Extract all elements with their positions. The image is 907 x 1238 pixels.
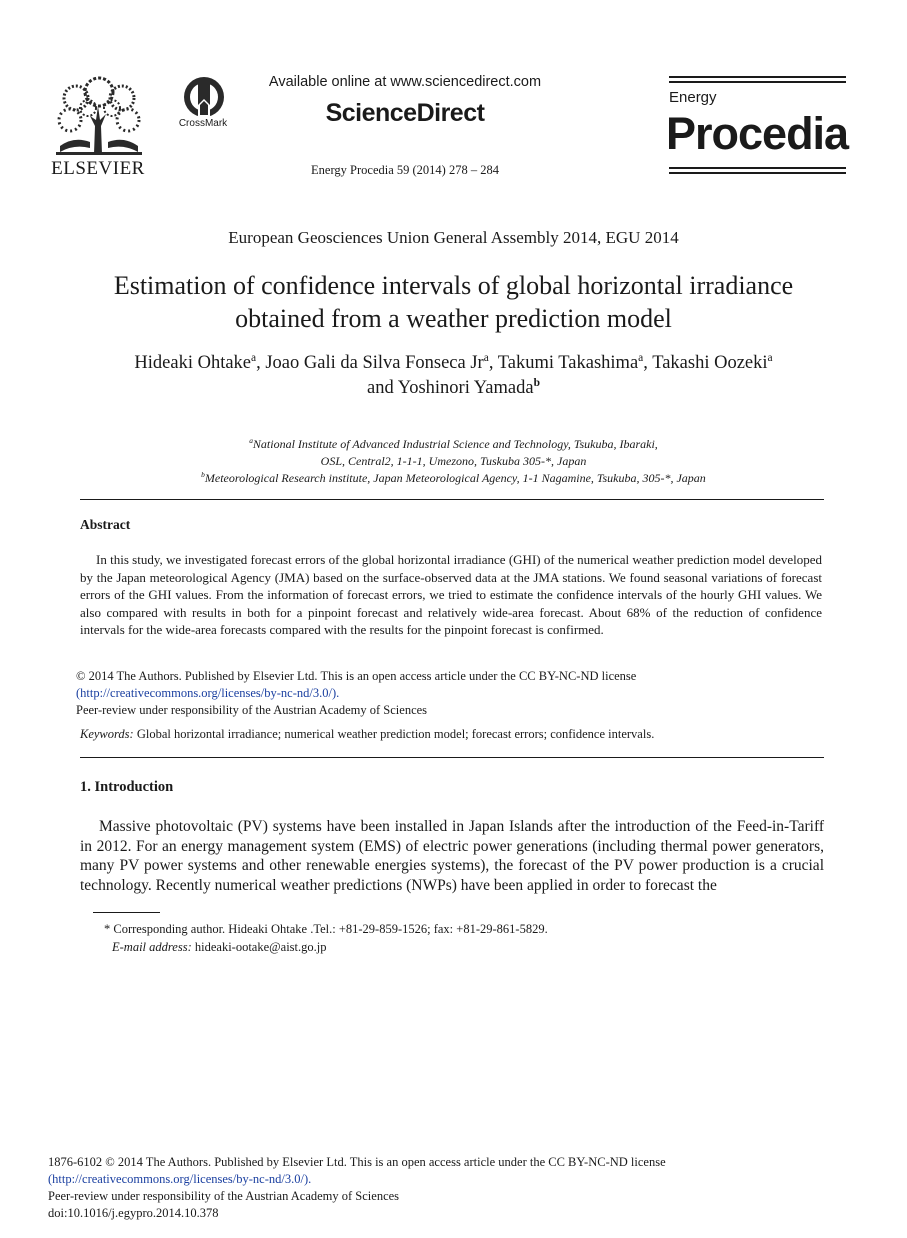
issn-copyright-line: 1876-6102 © 2014 The Authors. Published by Elsevier Ltd. This is an open access article under the CC BY-NC-ND license (48, 1155, 666, 1169)
author-name: Takashi Oozeki (652, 353, 768, 373)
author-affiliation-mark: a (251, 351, 257, 364)
journal-logo-energy: Energy (669, 89, 717, 106)
affiliation-a-line-2: OSL, Central2, 1-1-1, Umezono, Tuskuba 305-*, Japan (320, 454, 587, 468)
author-line-2 (70, 376, 837, 401)
introduction-text: Massive photovoltaic (PV) systems have been installed in Japan Islands after the introduction of the Feed-in-Tariff in 2012. For an energy management system (EMS) of electric power generations (including thermal power generators, many PV power systems and other renewable energies systems), the forecast of the PV power production is a crucial technology. Recently numerical weather predictions (NWPs) have been applied in order to forecast the (80, 818, 824, 894)
crossmark-label: CrossMark (178, 118, 228, 129)
author-name: Takumi Takashima (497, 353, 639, 373)
email-label: E-mail address: (112, 940, 192, 954)
license-link[interactable]: (http://creativecommons.org/licenses/by-nc-nd/3.0/). (76, 686, 340, 700)
journal-logo-procedia: Procedia (666, 108, 849, 159)
journal-logo-rule-top-2 (669, 81, 846, 83)
email-address[interactable]: hideaki-ootake@aist.go.jp (191, 940, 327, 954)
keywords-text: Global horizontal irradiance; numerical weather prediction model; forecast errors; confidence intervals. (133, 727, 655, 741)
journal-logo-rule-top (669, 76, 846, 78)
copyright-block (76, 668, 826, 719)
author-separator: , (643, 353, 653, 373)
footnote-corresponding-author: * Corresponding author. Hideaki Ohtake .Tel.: +81-29-859-1526; fax: +81-29-861-5829. (104, 922, 548, 936)
affiliation-b-line: Meteorological Research institute, Japan Meteorological Agency, 1-1 Nagamine, Tsukuba, 305-*, Japan (204, 471, 706, 485)
footnote-email (104, 938, 804, 956)
affiliation-a (90, 436, 817, 453)
available-online-text: Available online at www.sciencedirect.com (268, 74, 542, 90)
divider-bottom (80, 757, 824, 758)
affiliation-a-line-1: National Institute of Advanced Industrial Science and Technology, Tsukuba, Ibaraki, (252, 437, 658, 451)
author-name: Hideaki Ohtake (134, 353, 252, 373)
author-affiliation-mark: a (483, 351, 489, 364)
footnote-rule (93, 912, 160, 913)
author-name: Joao Gali da Silva Fonseca Jr (265, 353, 484, 373)
elsevier-tree-logo (54, 76, 144, 156)
keywords (80, 727, 822, 742)
doi[interactable]: doi:10.1016/j.egypro.2014.10.378 (48, 1206, 219, 1220)
journal-logo-rule-bottom (669, 167, 846, 169)
journal-logo-rule-bottom-2 (669, 172, 846, 174)
paper-title-line-1: Estimation of confidence intervals of global horizontal irradiance (113, 271, 794, 300)
divider-top (80, 499, 824, 500)
footnote (104, 920, 804, 956)
author-name: Yoshinori Yamada (397, 378, 534, 398)
keywords-label: Keywords: (80, 727, 134, 741)
journal-citation: Energy Procedia 59 (2014) 278 – 284 (311, 163, 499, 177)
abstract-text: In this study, we investigated forecast errors of the global horizontal irradiance (GHI) of the numerical weather prediction model developed by the Japan meteorological Agency (JMA) based on the surface-observed data at the JMA stations. We found seasonal variations of forecast errors of the GHI values. From the information of forecast errors, we tried to estimate the confidence intervals of the hourly GHI values. We also compared with results in both for a pinpoint forecast and relatively wide-area forecast. About 68% of the reduction of confidence intervals for the wide-area forecasts compared with the results for the pinpoint forecast is confirmed. (80, 552, 822, 638)
abstract-heading: Abstract (80, 517, 131, 532)
author-prefix: and (367, 378, 398, 398)
author-separator: , (488, 353, 498, 373)
paper-title-line-2: obtained from a weather prediction model (235, 304, 672, 333)
conference-name: European Geosciences Union General Assembly 2014, EGU 2014 (228, 228, 679, 247)
section-heading-introduction: 1. Introduction (80, 779, 174, 795)
sciencedirect-wordmark: ScienceDirect (325, 99, 485, 127)
author-list (70, 351, 837, 401)
bottom-license-link[interactable]: (http://creativecommons.org/licenses/by-nc-nd/3.0/). (48, 1172, 312, 1186)
affiliation-mark: a (249, 436, 253, 445)
author-affiliation-mark: a (767, 351, 773, 364)
author-separator: , (256, 353, 266, 373)
bottom-info (48, 1154, 848, 1222)
author-affiliation-mark: a (638, 351, 644, 364)
elsevier-wordmark: ELSEVIER (51, 158, 145, 179)
peer-review-line: Peer-review under responsibility of the Austrian Academy of Sciences (76, 703, 428, 717)
author-affiliation-mark: b (533, 376, 540, 389)
affiliation-b (90, 470, 817, 487)
author-line-1 (70, 351, 837, 376)
copyright-line: © 2014 The Authors. Published by Elsevier Ltd. This is an open access article under the CC BY-NC-ND license (76, 669, 637, 683)
paper-title (80, 269, 827, 335)
bottom-peer-review-line: Peer-review under responsibility of the Austrian Academy of Sciences (48, 1189, 400, 1203)
affiliations (90, 436, 817, 487)
affiliation-mark: b (201, 470, 205, 479)
